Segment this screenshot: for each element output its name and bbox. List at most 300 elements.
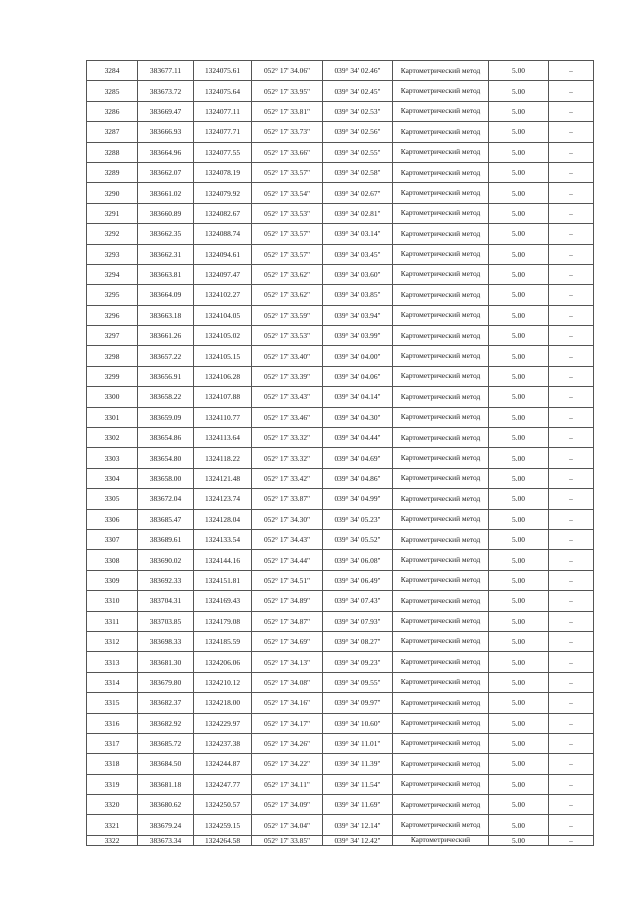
longitude-cell: 039° 34' 09.55" xyxy=(323,672,393,692)
x-coordinate-cell: 383661.02 xyxy=(138,183,194,203)
x-coordinate-cell: 383656.91 xyxy=(138,366,194,386)
note-cell: – xyxy=(549,428,594,448)
point-number-cell: 3315 xyxy=(87,693,138,713)
method-cell: Картометрический метод xyxy=(393,754,489,774)
latitude-cell: 052° 17' 33.57" xyxy=(252,162,323,182)
accuracy-cell: 5.00 xyxy=(489,550,549,570)
point-number-cell: 3308 xyxy=(87,550,138,570)
note-cell: – xyxy=(549,713,594,733)
method-cell: Картометрический метод xyxy=(393,407,489,427)
x-coordinate-cell: 383684.50 xyxy=(138,754,194,774)
method-cell: Картометрический метод xyxy=(393,468,489,488)
y-coordinate-cell: 1324106.28 xyxy=(194,366,252,386)
method-cell: Картометрический метод xyxy=(393,713,489,733)
y-coordinate-cell: 1324250.57 xyxy=(194,795,252,815)
point-number-cell: 3316 xyxy=(87,713,138,733)
latitude-cell: 052° 17' 33.95" xyxy=(252,81,323,101)
latitude-cell: 052° 17' 34.30" xyxy=(252,509,323,529)
longitude-cell: 039° 34' 07.43" xyxy=(323,591,393,611)
x-coordinate-cell: 383666.93 xyxy=(138,122,194,142)
latitude-cell: 052° 17' 33.57" xyxy=(252,244,323,264)
table-row xyxy=(87,203,594,223)
table-row xyxy=(87,570,594,590)
point-number-cell: 3311 xyxy=(87,611,138,631)
point-number-cell: 3302 xyxy=(87,428,138,448)
y-coordinate-cell: 1324118.22 xyxy=(194,448,252,468)
accuracy-cell: 5.00 xyxy=(489,672,549,692)
coordinates-table xyxy=(86,60,594,846)
longitude-cell: 039° 34' 10.60" xyxy=(323,713,393,733)
point-number-cell: 3293 xyxy=(87,244,138,264)
method-cell: Картометрический метод xyxy=(393,203,489,223)
method-cell: Картометрический метод xyxy=(393,183,489,203)
y-coordinate-cell: 1324206.06 xyxy=(194,652,252,672)
note-cell: – xyxy=(549,346,594,366)
point-number-cell: 3312 xyxy=(87,631,138,651)
accuracy-cell: 5.00 xyxy=(489,305,549,325)
table-row xyxy=(87,815,594,835)
x-coordinate-cell: 383682.92 xyxy=(138,713,194,733)
x-coordinate-cell: 383679.80 xyxy=(138,672,194,692)
accuracy-cell: 5.00 xyxy=(489,244,549,264)
latitude-cell: 052° 17' 34.09" xyxy=(252,795,323,815)
method-cell: Картометрический метод xyxy=(393,815,489,835)
note-cell: – xyxy=(549,550,594,570)
accuracy-cell: 5.00 xyxy=(489,652,549,672)
y-coordinate-cell: 1324077.55 xyxy=(194,142,252,162)
table-row xyxy=(87,795,594,815)
y-coordinate-cell: 1324123.74 xyxy=(194,489,252,509)
accuracy-cell: 5.00 xyxy=(489,264,549,284)
y-coordinate-cell: 1324082.67 xyxy=(194,203,252,223)
point-number-cell: 3298 xyxy=(87,346,138,366)
accuracy-cell: 5.00 xyxy=(489,203,549,223)
accuracy-cell: 5.00 xyxy=(489,611,549,631)
note-cell: – xyxy=(549,754,594,774)
method-cell: Картометрический метод xyxy=(393,631,489,651)
y-coordinate-cell: 1324078.19 xyxy=(194,162,252,182)
accuracy-cell: 5.00 xyxy=(489,81,549,101)
x-coordinate-cell: 383680.62 xyxy=(138,795,194,815)
latitude-cell: 052° 17' 33.40" xyxy=(252,346,323,366)
longitude-cell: 039° 34' 03.14" xyxy=(323,224,393,244)
table-row xyxy=(87,468,594,488)
note-cell: – xyxy=(549,591,594,611)
latitude-cell: 052° 17' 33.59" xyxy=(252,305,323,325)
note-cell: – xyxy=(549,387,594,407)
table-row xyxy=(87,285,594,305)
method-cell: Картометрический метод xyxy=(393,428,489,448)
longitude-cell: 039° 34' 02.46" xyxy=(323,61,393,81)
x-coordinate-cell: 383662.07 xyxy=(138,162,194,182)
note-cell: – xyxy=(549,611,594,631)
accuracy-cell: 5.00 xyxy=(489,142,549,162)
accuracy-cell: 5.00 xyxy=(489,224,549,244)
latitude-cell: 052° 17' 33.32" xyxy=(252,448,323,468)
latitude-cell: 052° 17' 34.11" xyxy=(252,774,323,794)
latitude-cell: 052° 17' 33.54" xyxy=(252,183,323,203)
note-cell: – xyxy=(549,672,594,692)
longitude-cell: 039° 34' 11.69" xyxy=(323,795,393,815)
x-coordinate-cell: 383679.24 xyxy=(138,815,194,835)
note-cell: – xyxy=(549,489,594,509)
y-coordinate-cell: 1324151.81 xyxy=(194,570,252,590)
latitude-cell: 052° 17' 33.62" xyxy=(252,285,323,305)
latitude-cell: 052° 17' 33.53" xyxy=(252,326,323,346)
accuracy-cell: 5.00 xyxy=(489,795,549,815)
x-coordinate-cell: 383663.18 xyxy=(138,305,194,325)
y-coordinate-cell: 1324077.71 xyxy=(194,122,252,142)
latitude-cell: 052° 17' 33.53" xyxy=(252,203,323,223)
table-row xyxy=(87,122,594,142)
longitude-cell: 039° 34' 02.55" xyxy=(323,142,393,162)
accuracy-cell: 5.00 xyxy=(489,61,549,81)
accuracy-cell: 5.00 xyxy=(489,509,549,529)
x-coordinate-cell: 383677.11 xyxy=(138,61,194,81)
point-number-cell: 3292 xyxy=(87,224,138,244)
method-cell: Картометрический метод xyxy=(393,285,489,305)
note-cell: – xyxy=(549,285,594,305)
accuracy-cell: 5.00 xyxy=(489,428,549,448)
y-coordinate-cell: 1324075.61 xyxy=(194,61,252,81)
table-body xyxy=(87,61,594,846)
method-cell: Картометрический метод xyxy=(393,244,489,264)
y-coordinate-cell: 1324077.11 xyxy=(194,101,252,121)
table-row xyxy=(87,244,594,264)
note-cell: – xyxy=(549,244,594,264)
table-row xyxy=(87,162,594,182)
accuracy-cell: 5.00 xyxy=(489,591,549,611)
y-coordinate-cell: 1324229.97 xyxy=(194,713,252,733)
method-cell: Картометрический метод xyxy=(393,224,489,244)
accuracy-cell: 5.00 xyxy=(489,101,549,121)
x-coordinate-cell: 383673.72 xyxy=(138,81,194,101)
table-row xyxy=(87,611,594,631)
longitude-cell: 039° 34' 04.86" xyxy=(323,468,393,488)
x-coordinate-cell: 383662.35 xyxy=(138,224,194,244)
longitude-cell: 039° 34' 04.44" xyxy=(323,428,393,448)
point-number-cell: 3286 xyxy=(87,101,138,121)
table-row xyxy=(87,733,594,753)
table-row xyxy=(87,326,594,346)
longitude-cell: 039° 34' 04.00" xyxy=(323,346,393,366)
x-coordinate-cell: 383681.18 xyxy=(138,774,194,794)
y-coordinate-cell: 1324128.04 xyxy=(194,509,252,529)
y-coordinate-cell: 1324102.27 xyxy=(194,285,252,305)
latitude-cell: 052° 17' 33.66" xyxy=(252,142,323,162)
table-row xyxy=(87,529,594,549)
point-number-cell: 3297 xyxy=(87,326,138,346)
point-number-cell: 3295 xyxy=(87,285,138,305)
x-coordinate-cell: 383660.89 xyxy=(138,203,194,223)
longitude-cell: 039° 34' 04.06" xyxy=(323,366,393,386)
table-row xyxy=(87,428,594,448)
y-coordinate-cell: 1324097.47 xyxy=(194,264,252,284)
longitude-cell: 039° 34' 09.23" xyxy=(323,652,393,672)
table-row xyxy=(87,693,594,713)
table-row xyxy=(87,754,594,774)
y-coordinate-cell: 1324144.16 xyxy=(194,550,252,570)
latitude-cell: 052° 17' 33.73" xyxy=(252,122,323,142)
y-coordinate-cell: 1324107.88 xyxy=(194,387,252,407)
accuracy-cell: 5.00 xyxy=(489,815,549,835)
longitude-cell: 039° 34' 04.14" xyxy=(323,387,393,407)
y-coordinate-cell: 1324179.08 xyxy=(194,611,252,631)
x-coordinate-cell: 383685.47 xyxy=(138,509,194,529)
x-coordinate-cell: 383657.22 xyxy=(138,346,194,366)
latitude-cell: 052° 17' 34.89" xyxy=(252,591,323,611)
point-number-cell: 3290 xyxy=(87,183,138,203)
x-coordinate-cell: 383692.33 xyxy=(138,570,194,590)
accuracy-cell: 5.00 xyxy=(489,835,549,846)
method-cell: Картометрический метод xyxy=(393,122,489,142)
x-coordinate-cell: 383690.02 xyxy=(138,550,194,570)
longitude-cell: 039° 34' 06.49" xyxy=(323,570,393,590)
point-number-cell: 3320 xyxy=(87,795,138,815)
method-cell: Картометрический метод xyxy=(393,570,489,590)
x-coordinate-cell: 383673.34 xyxy=(138,835,194,846)
longitude-cell: 039° 34' 03.60" xyxy=(323,264,393,284)
point-number-cell: 3309 xyxy=(87,570,138,590)
x-coordinate-cell: 383662.31 xyxy=(138,244,194,264)
point-number-cell: 3310 xyxy=(87,591,138,611)
y-coordinate-cell: 1324075.64 xyxy=(194,81,252,101)
point-number-cell: 3306 xyxy=(87,509,138,529)
y-coordinate-cell: 1324237.38 xyxy=(194,733,252,753)
x-coordinate-cell: 383661.26 xyxy=(138,326,194,346)
note-cell: – xyxy=(549,305,594,325)
method-cell: Картометрический метод xyxy=(393,346,489,366)
y-coordinate-cell: 1324259.15 xyxy=(194,815,252,835)
y-coordinate-cell: 1324210.12 xyxy=(194,672,252,692)
note-cell: – xyxy=(549,366,594,386)
document-page xyxy=(86,60,593,846)
x-coordinate-cell: 383681.30 xyxy=(138,652,194,672)
latitude-cell: 052° 17' 34.51" xyxy=(252,570,323,590)
point-number-cell: 3301 xyxy=(87,407,138,427)
y-coordinate-cell: 1324169.43 xyxy=(194,591,252,611)
accuracy-cell: 5.00 xyxy=(489,366,549,386)
longitude-cell: 039° 34' 03.99" xyxy=(323,326,393,346)
latitude-cell: 052° 17' 34.43" xyxy=(252,529,323,549)
point-number-cell: 3294 xyxy=(87,264,138,284)
method-cell: Картометрический метод xyxy=(393,652,489,672)
point-number-cell: 3307 xyxy=(87,529,138,549)
table-row xyxy=(87,224,594,244)
method-cell: Картометрический метод xyxy=(393,774,489,794)
y-coordinate-cell: 1324185.59 xyxy=(194,631,252,651)
accuracy-cell: 5.00 xyxy=(489,733,549,753)
x-coordinate-cell: 383664.09 xyxy=(138,285,194,305)
latitude-cell: 052° 17' 33.42" xyxy=(252,468,323,488)
accuracy-cell: 5.00 xyxy=(489,285,549,305)
x-coordinate-cell: 383672.04 xyxy=(138,489,194,509)
x-coordinate-cell: 383664.96 xyxy=(138,142,194,162)
note-cell: – xyxy=(549,774,594,794)
longitude-cell: 039° 34' 03.85" xyxy=(323,285,393,305)
method-cell: Картометрический метод xyxy=(393,366,489,386)
note-cell: – xyxy=(549,693,594,713)
latitude-cell: 052° 17' 33.81" xyxy=(252,101,323,121)
method-cell: Картометрический метод xyxy=(393,489,489,509)
point-number-cell: 3296 xyxy=(87,305,138,325)
table-row xyxy=(87,101,594,121)
method-cell: Картометрический метод xyxy=(393,509,489,529)
x-coordinate-cell: 383704.31 xyxy=(138,591,194,611)
accuracy-cell: 5.00 xyxy=(489,774,549,794)
note-cell: – xyxy=(549,203,594,223)
y-coordinate-cell: 1324133.54 xyxy=(194,529,252,549)
method-cell: Картометрический метод xyxy=(393,305,489,325)
table-row xyxy=(87,61,594,81)
latitude-cell: 052° 17' 33.46" xyxy=(252,407,323,427)
table-row xyxy=(87,631,594,651)
table-row xyxy=(87,774,594,794)
table-row xyxy=(87,183,594,203)
point-number-cell: 3318 xyxy=(87,754,138,774)
table-row xyxy=(87,672,594,692)
method-cell: Картометрический метод xyxy=(393,611,489,631)
method-cell: Картометрический метод xyxy=(393,795,489,815)
longitude-cell: 039° 34' 03.94" xyxy=(323,305,393,325)
point-number-cell: 3319 xyxy=(87,774,138,794)
latitude-cell: 052° 17' 33.57" xyxy=(252,224,323,244)
longitude-cell: 039° 34' 11.01" xyxy=(323,733,393,753)
table-row xyxy=(87,448,594,468)
y-coordinate-cell: 1324113.64 xyxy=(194,428,252,448)
y-coordinate-cell: 1324105.15 xyxy=(194,346,252,366)
latitude-cell: 052° 17' 34.87" xyxy=(252,611,323,631)
note-cell: – xyxy=(549,183,594,203)
x-coordinate-cell: 383654.86 xyxy=(138,428,194,448)
y-coordinate-cell: 1324088.74 xyxy=(194,224,252,244)
table-row xyxy=(87,652,594,672)
method-cell: Картометрический метод xyxy=(393,693,489,713)
longitude-cell: 039° 34' 05.52" xyxy=(323,529,393,549)
accuracy-cell: 5.00 xyxy=(489,448,549,468)
latitude-cell: 052° 17' 34.26" xyxy=(252,733,323,753)
note-cell: – xyxy=(549,570,594,590)
longitude-cell: 039° 34' 02.45" xyxy=(323,81,393,101)
point-number-cell: 3321 xyxy=(87,815,138,835)
longitude-cell: 039° 34' 04.30" xyxy=(323,407,393,427)
x-coordinate-cell: 383654.80 xyxy=(138,448,194,468)
note-cell: – xyxy=(549,142,594,162)
table-row xyxy=(87,142,594,162)
method-cell: Картометрический метод xyxy=(393,61,489,81)
latitude-cell: 052° 17' 34.04" xyxy=(252,815,323,835)
point-number-cell: 3317 xyxy=(87,733,138,753)
point-number-cell: 3300 xyxy=(87,387,138,407)
x-coordinate-cell: 383669.47 xyxy=(138,101,194,121)
accuracy-cell: 5.00 xyxy=(489,183,549,203)
method-cell: Картометрический метод xyxy=(393,81,489,101)
longitude-cell: 039° 34' 02.53" xyxy=(323,101,393,121)
point-number-cell: 3288 xyxy=(87,142,138,162)
x-coordinate-cell: 383703.85 xyxy=(138,611,194,631)
method-cell: Картометрический метод xyxy=(393,550,489,570)
point-number-cell: 3304 xyxy=(87,468,138,488)
table-row xyxy=(87,305,594,325)
accuracy-cell: 5.00 xyxy=(489,326,549,346)
method-cell: Картометрический метод xyxy=(393,733,489,753)
y-coordinate-cell: 1324110.77 xyxy=(194,407,252,427)
longitude-cell: 039° 34' 04.99" xyxy=(323,489,393,509)
method-cell: Картометрический метод xyxy=(393,326,489,346)
latitude-cell: 052° 17' 34.22" xyxy=(252,754,323,774)
point-number-cell: 3303 xyxy=(87,448,138,468)
latitude-cell: 052° 17' 34.08" xyxy=(252,672,323,692)
note-cell: – xyxy=(549,468,594,488)
longitude-cell: 039° 34' 11.54" xyxy=(323,774,393,794)
table-row xyxy=(87,387,594,407)
point-number-cell: 3287 xyxy=(87,122,138,142)
note-cell: – xyxy=(549,835,594,846)
point-number-cell: 3314 xyxy=(87,672,138,692)
method-cell: Картометрический метод xyxy=(393,162,489,182)
x-coordinate-cell: 383689.61 xyxy=(138,529,194,549)
accuracy-cell: 5.00 xyxy=(489,631,549,651)
x-coordinate-cell: 383659.09 xyxy=(138,407,194,427)
longitude-cell: 039° 34' 02.81" xyxy=(323,203,393,223)
table-row xyxy=(87,264,594,284)
table-row xyxy=(87,366,594,386)
note-cell: – xyxy=(549,326,594,346)
point-number-cell: 3291 xyxy=(87,203,138,223)
accuracy-cell: 5.00 xyxy=(489,489,549,509)
longitude-cell: 039° 34' 07.93" xyxy=(323,611,393,631)
point-number-cell: 3285 xyxy=(87,81,138,101)
latitude-cell: 052° 17' 33.85" xyxy=(252,835,323,846)
latitude-cell: 052° 17' 34.16" xyxy=(252,693,323,713)
table-row xyxy=(87,835,594,846)
latitude-cell: 052° 17' 33.32" xyxy=(252,428,323,448)
longitude-cell: 039° 34' 05.23" xyxy=(323,509,393,529)
note-cell: – xyxy=(549,101,594,121)
note-cell: – xyxy=(549,652,594,672)
point-number-cell: 3284 xyxy=(87,61,138,81)
y-coordinate-cell: 1324218.00 xyxy=(194,693,252,713)
table-row xyxy=(87,591,594,611)
x-coordinate-cell: 383685.72 xyxy=(138,733,194,753)
note-cell: – xyxy=(549,162,594,182)
latitude-cell: 052° 17' 33.43" xyxy=(252,387,323,407)
note-cell: – xyxy=(549,631,594,651)
table-row xyxy=(87,713,594,733)
longitude-cell: 039° 34' 06.08" xyxy=(323,550,393,570)
y-coordinate-cell: 1324104.05 xyxy=(194,305,252,325)
method-cell: Картометрический метод xyxy=(393,448,489,468)
accuracy-cell: 5.00 xyxy=(489,468,549,488)
y-coordinate-cell: 1324244.87 xyxy=(194,754,252,774)
table-row xyxy=(87,81,594,101)
point-number-cell: 3305 xyxy=(87,489,138,509)
method-cell: Картометрический метод xyxy=(393,387,489,407)
accuracy-cell: 5.00 xyxy=(489,346,549,366)
longitude-cell: 039° 34' 03.45" xyxy=(323,244,393,264)
note-cell: – xyxy=(549,224,594,244)
table-row xyxy=(87,346,594,366)
x-coordinate-cell: 383698.33 xyxy=(138,631,194,651)
table-row xyxy=(87,407,594,427)
method-cell: Картометрический xyxy=(393,835,489,846)
y-coordinate-cell: 1324121.48 xyxy=(194,468,252,488)
longitude-cell: 039° 34' 09.97" xyxy=(323,693,393,713)
point-number-cell: 3313 xyxy=(87,652,138,672)
table-row xyxy=(87,550,594,570)
y-coordinate-cell: 1324264.58 xyxy=(194,835,252,846)
note-cell: – xyxy=(549,81,594,101)
